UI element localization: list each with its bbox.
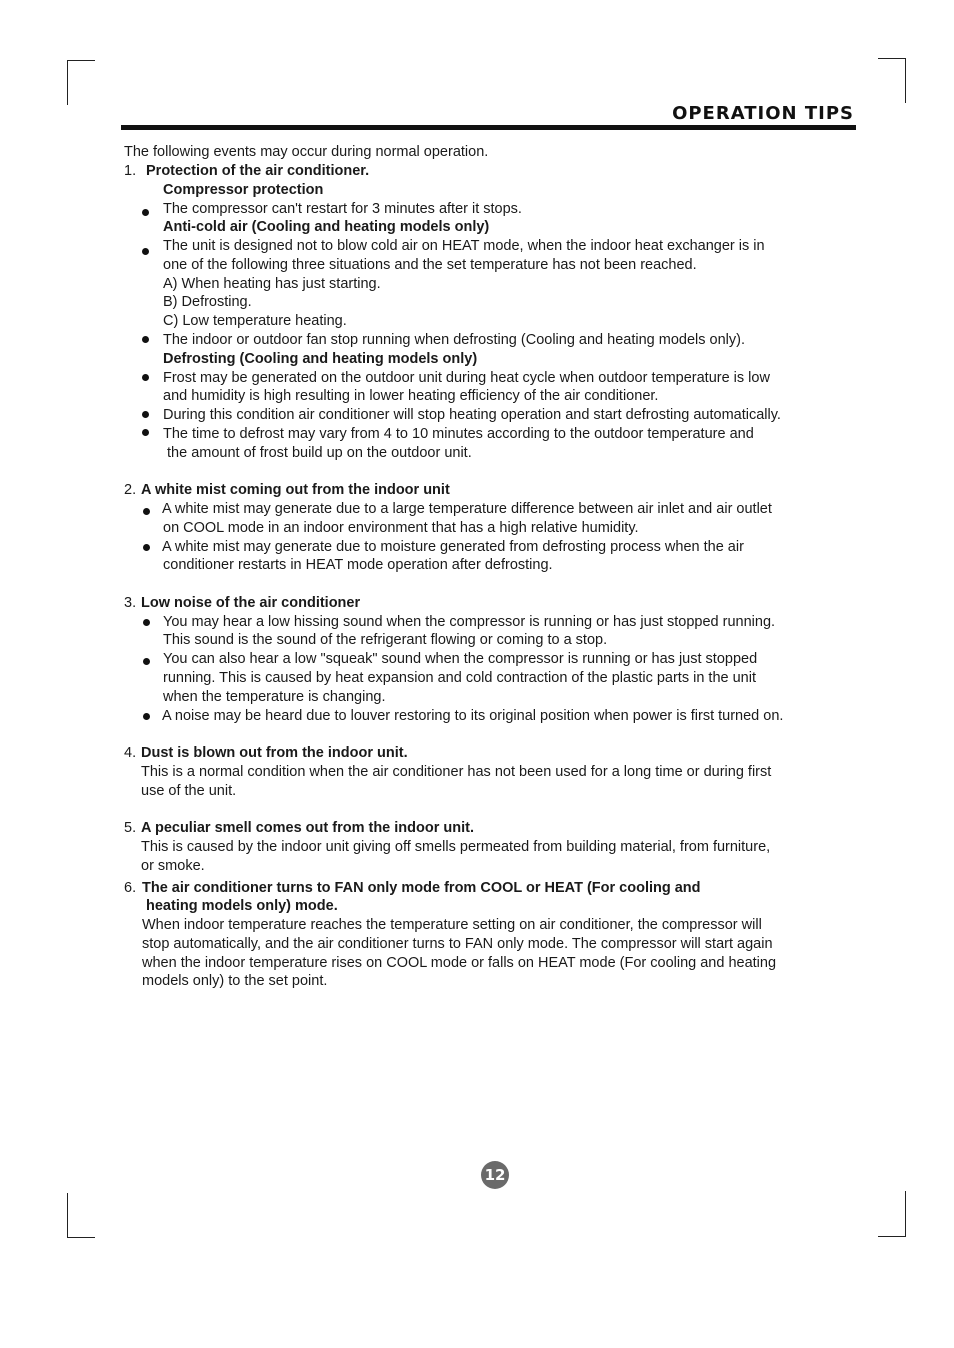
list-item: You can also hear a low "squeak" sound when the compressor is running or has just stopped [163,651,758,667]
section-6-heading: heating models only) mode. [146,898,338,914]
list-item: A white mist may generate due to moisture generated from defrosting process when the air [162,539,744,555]
list-item: Frost may be generated on the outdoor unit during heat cycle when outdoor temperature is low [163,370,770,386]
section-1-subheading-compressor: Compressor protection [163,182,324,198]
list-item-continuation: when the temperature is changing. [163,689,386,705]
list-item: The unit is designed not to blow cold air on HEAT mode, when the indoor heat exchanger is in [163,238,765,254]
list-item: You may hear a low hissing sound when the compressor is running or has just stopped running. [163,614,776,630]
option-b: B) Defrosting. [163,294,252,310]
list-item-continuation: running. This is caused by heat expansion and cold contraction of the plastic parts in the unit [163,670,756,686]
bullet-icon [142,374,149,381]
section-4-body: use of the unit. [141,783,237,799]
bullet-icon [143,713,150,720]
option-c: C) Low temperature heating. [163,313,347,329]
section-6-heading: The air conditioner turns to FAN only mode from COOL or HEAT (For cooling and [142,880,701,896]
section-1-subheading-defrosting: Defrosting (Cooling and heating models only) [163,351,478,367]
option-a: A) When heating has just starting. [163,276,381,292]
list-item: The time to defrost may vary from 4 to 10 minutes according to the outdoor temperature and [163,426,754,442]
section-4-heading: Dust is blown out from the indoor unit. [141,745,408,761]
list-item: A white mist may generate due to a large temperature difference between air inlet and air outlet [162,501,772,517]
list-item-continuation: conditioner restarts in HEAT mode operation after defrosting. [163,557,553,573]
section-5-body: This is caused by the indoor unit giving off smells permeated from building material, from furniture, [141,839,771,855]
list-item-continuation: This sound is the sound of the refrigerant flowing or coming to a stop. [163,632,608,648]
page-number-badge: 12 [481,1161,509,1189]
section-2-number: 2. [124,482,137,498]
bullet-icon [142,248,149,255]
section-4-number: 4. [124,745,137,761]
section-6-body: stop automatically, and the air conditioner turns to FAN only mode. The compressor will start again [142,936,773,952]
list-item-continuation: and humidity is high resulting in lower heating efficiency of the air conditioner. [163,388,659,404]
list-item: A noise may be heard due to louver restoring to its original position when power is first turned on. [162,708,784,724]
bullet-icon [142,429,149,436]
section-6-body: models only) to the set point. [142,973,328,989]
section-1-subheading-anti-cold: Anti-cold air (Cooling and heating models only) [163,219,490,235]
section-6-body: When indoor temperature reaches the temperature setting on air conditioner, the compressor will [142,917,762,933]
section-4-body: This is a normal condition when the air conditioner has not been used for a long time or during first [141,764,772,780]
section-5-body: or smoke. [141,858,205,874]
intro-text: The following events may occur during normal operation. [124,144,489,160]
section-5-number: 5. [124,820,137,836]
bullet-icon [143,544,150,551]
bullet-icon [142,209,149,216]
list-item: The compressor can't restart for 3 minutes after it stops. [163,201,522,217]
bullet-icon [142,411,149,418]
section-6-number: 6. [124,880,137,896]
section-3-heading: Low noise of the air conditioner [141,595,361,611]
page-title: OPERATION TIPS [672,103,854,124]
section-6-body: when the indoor temperature rises on COOL mode or falls on HEAT mode (For cooling and heating [142,955,777,971]
bullet-icon [143,658,150,665]
section-5-heading: A peculiar smell comes out from the indoor unit. [141,820,475,836]
list-item-continuation: the amount of frost build up on the outdoor unit. [163,445,472,461]
list-item-continuation: one of the following three situations and the set temperature has not been reached. [163,257,697,273]
list-item: The indoor or outdoor fan stop running when defrosting (Cooling and heating models only). [163,332,745,348]
bullet-icon [142,336,149,343]
bullet-icon [143,619,150,626]
list-item-continuation: on COOL mode in an indoor environment that has a high relative humidity. [163,520,639,536]
section-1-heading: Protection of the air conditioner. [146,163,370,179]
section-3-number: 3. [124,595,137,611]
section-1-number: 1. [124,163,137,179]
section-2-heading: A white mist coming out from the indoor unit [141,482,450,498]
list-item: During this condition air conditioner will stop heating operation and start defrosting automatically. [163,407,781,423]
bullet-icon [143,508,150,515]
